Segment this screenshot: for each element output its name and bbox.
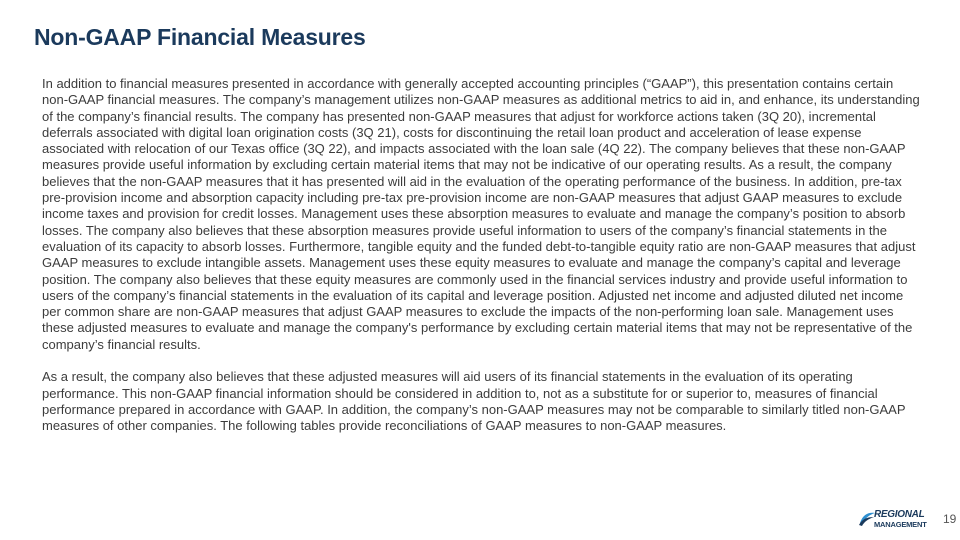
logo-text-line-2: MANAGEMENT xyxy=(874,520,927,529)
logo-text-line-1: REGIONAL xyxy=(874,509,925,520)
page-number: 19 xyxy=(943,512,957,526)
body-text xyxy=(42,76,922,435)
page-title: Non-GAAP Financial Measures xyxy=(34,24,366,50)
paragraph-1: In addition to financial measures presented in accordance with generally accepted accounting principles (“GAAP”), this presentation contains certain non-GAAP financial measures. The company’s management utilizes non-GAAP measures as additional metrics to aid in, and enhance, its understanding of the company’s financial results. The company has presented non-GAAP measures that adjust for workforce actions taken (3Q 20), incremental deferrals associated with digital loan origination costs (3Q 21), costs for discontinuing the retail loan product and acceleration of lease expense associated with relocation of our Texas office (3Q 22), and impacts associated with the loan sale (4Q 22). The company believes that these non-GAAP measures provide useful information by excluding certain material items that may not be indicative of our operating results. As a result, the company believes that the non-GAAP measures that it has presented will aid in the evaluation of the operating performance of the business. In addition, pre-tax pre-provision income and absorption capacity including pre-tax pre-provision income are non-GAAP measures that adjust GAAP measures to exclude income taxes and provision for credit losses. Management uses these absorption measures to evaluate and manage the company’s position to absorb losses. The company also believes that these absorption measures provide useful information to users of the company’s financial statements in the evaluation of its capacity to absorb losses. Furthermore, tangible equity and the funded debt-to-tangible equity ratio are non-GAAP measures that adjust GAAP measures to exclude intangible assets. Management uses these equity measures to evaluate and manage the company’s capital and leverage position. The company also believes that these equity measures are commonly used in the financial services industry and provide useful information to users of the company’s financial statements in the evaluation of its capital and leverage position. Adjusted net income and adjusted diluted net income per common share are non-GAAP measures that adjust GAAP measures to exclude the impacts of the non-performing loan sale. Management uses these adjusted measures to evaluate and manage the company's performance by excluding certain material items that may not be representative of the company’s financial results. xyxy=(42,76,920,352)
company-logo xyxy=(858,509,940,531)
paragraph-2: As a result, the company also believes that these adjusted measures will aid users of its financial statements in the evaluation of its operating performance. This non-GAAP financial information should be considered in addition to, not as a substitute for or superior to, measures of financial performance prepared in accordance with GAAP. In addition, the company’s non-GAAP measures may not be comparable to similarly titled non-GAAP measures of other companies. The following tables provide reconciliations of GAAP measures to non-GAAP measures. xyxy=(42,369,906,434)
